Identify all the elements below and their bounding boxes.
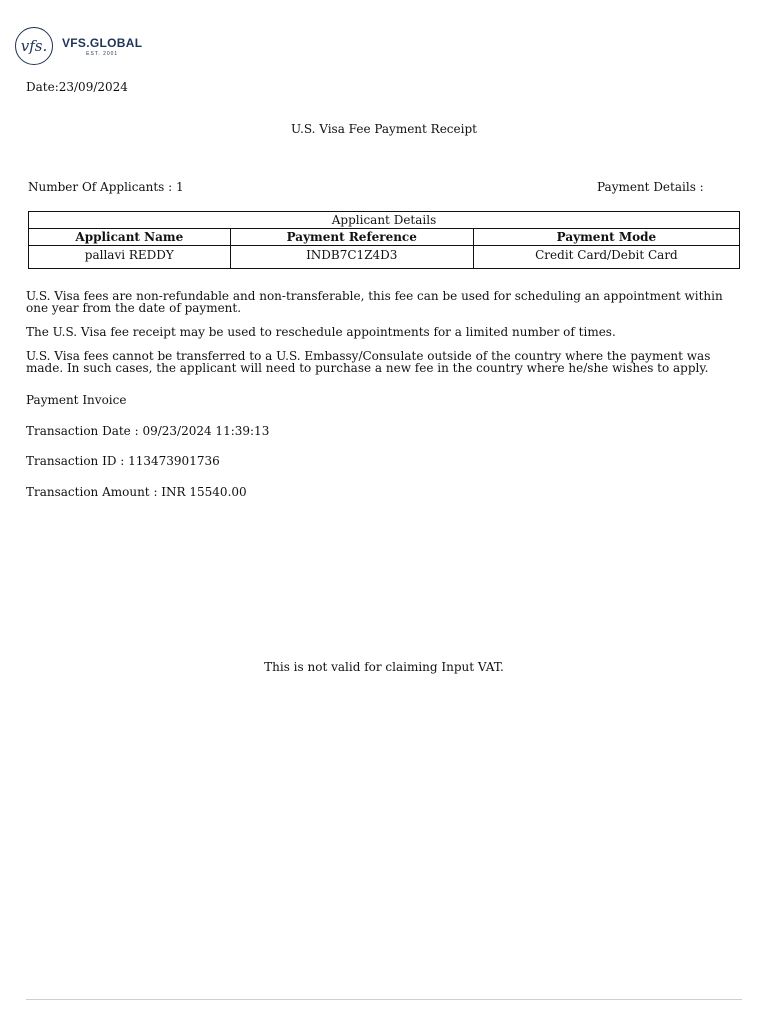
number-of-applicants: Number Of Applicants : 1 (28, 180, 184, 194)
receipt-date: Date:23/09/2024 (26, 80, 128, 94)
payment-reference-cell: INDB7C1Z4D3 (230, 246, 473, 269)
footer-divider (26, 999, 742, 1000)
transaction-date: Transaction Date : 09/23/2024 11:39:13 (26, 424, 270, 438)
table-caption: Applicant Details (29, 212, 740, 229)
logo-est: EST. 2001 (86, 50, 119, 57)
logo-wordmark (62, 36, 142, 57)
column-header-payment-reference: Payment Reference (230, 229, 473, 246)
table-row (29, 246, 740, 269)
vfs-logo-icon: vfs. (15, 27, 53, 65)
vat-disclaimer: This is not valid for claiming Input VAT. (264, 660, 504, 674)
refund-policy-note: U.S. Visa fees are non-refundable and non-transferable, this fee can be used for scheduling an appointment within one year from the date of payment. (26, 289, 723, 315)
transaction-id: Transaction ID : 113473901736 (26, 454, 220, 468)
transfer-policy-note: U.S. Visa fees cannot be transferred to a U.S. Embassy/Consulate outside of the country where the payment was made. In such cases, the applicant will need to purchase a new fee in the country where he/she wishes to apply. (26, 349, 711, 375)
column-header-payment-mode: Payment Mode (473, 229, 739, 246)
payment-details-label: Payment Details : (597, 180, 704, 194)
payment-mode-cell: Credit Card/Debit Card (473, 246, 739, 269)
column-header-applicant-name: Applicant Name (29, 229, 231, 246)
payment-invoice-heading: Payment Invoice (26, 393, 127, 407)
applicant-name-cell: pallavi REDDY (29, 246, 231, 269)
vfs-global-logo (15, 27, 142, 65)
logo-name: VFS.GLOBAL (62, 35, 143, 50)
applicant-details-table (28, 211, 740, 269)
transaction-amount: Transaction Amount : INR 15540.00 (26, 485, 247, 499)
reschedule-note: The U.S. Visa fee receipt may be used to reschedule appointments for a limited number of times. (26, 325, 616, 339)
page-title: U.S. Visa Fee Payment Receipt (291, 122, 477, 136)
